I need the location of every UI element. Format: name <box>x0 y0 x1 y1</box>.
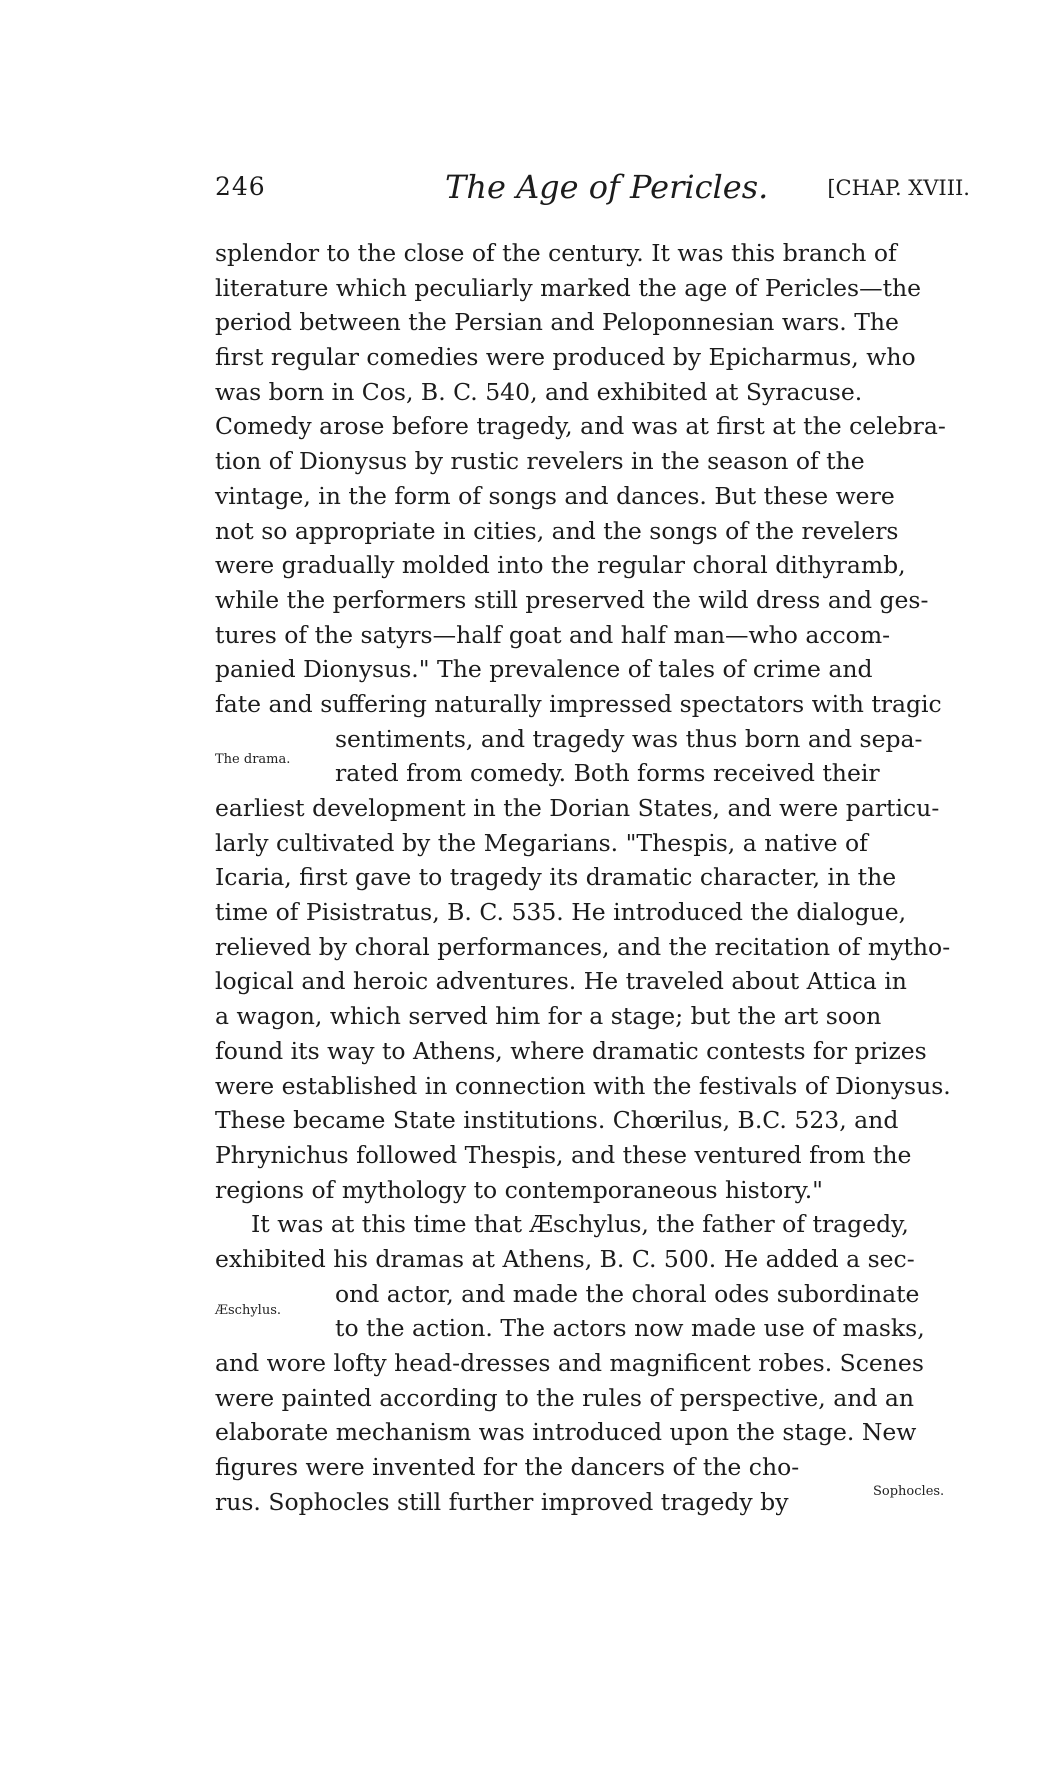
text-line: not so appropriate in cities, and the songs of the revelers <box>215 516 899 545</box>
text-line: sentiments, and tragedy was thus born and sepa- <box>335 724 923 753</box>
text-line: vintage, in the form of songs and dances. But these were <box>215 481 895 510</box>
text-line: Phrynichus followed Thespis, and these ventured from the <box>215 1140 912 1169</box>
text-line: literature which peculiarly marked the age of Pericles—the <box>215 273 922 302</box>
text-line: were established in connection with the festivals of Dionysus. <box>215 1071 951 1100</box>
sidenote-aeschylus: Æschylus. <box>215 1303 282 1318</box>
text-line: figures were invented for the dancers of the cho- <box>215 1453 800 1482</box>
text-line: tures of the satyrs—half goat and half man—who accom- <box>215 620 891 649</box>
text-line: elaborate mechanism was introduced upon the stage. New <box>215 1418 917 1447</box>
text-line: and wore lofty head-dresses and magnificent robes. Scenes <box>215 1349 924 1377</box>
page-number: 246 <box>215 172 266 201</box>
text-line: was born in Cos, B. C. 540, and exhibited at Syracuse. <box>215 377 863 406</box>
body-text <box>215 236 975 1519</box>
text-line: regions of mythology to contemporaneous history." <box>215 1175 823 1204</box>
text-line: ond actor, and made the choral odes subordinate <box>335 1279 920 1308</box>
text-line: to the action. The actors now made use of masks, <box>335 1314 925 1343</box>
text-line: splendor to the close of the century. It was this branch of <box>215 239 897 267</box>
text-line: a wagon, which served him for a stage; but the art soon <box>215 1002 882 1031</box>
text-line: tion of Dionysus by rustic revelers in the season of the <box>215 447 865 476</box>
text-line: while the performers still preserved the wild dress and ges- <box>215 585 929 614</box>
text-line: relieved by choral performances, and the recitation of mytho- <box>215 932 951 961</box>
sidenote-sophocles: Sophocles. <box>873 1484 945 1499</box>
text-line: panied Dionysus." The prevalence of tales of crime and <box>215 655 873 684</box>
text-line: fate and suffering naturally impressed spectators with tragic <box>215 689 942 718</box>
text-line: rated from comedy. Both forms received their <box>335 759 880 788</box>
text-line: It was at this time that Æschylus, the father of tragedy, <box>251 1210 909 1239</box>
text-line: earliest development in the Dorian States, and were particu- <box>215 794 940 822</box>
running-title: The Age of Pericles. <box>445 168 769 206</box>
text-line: logical and heroic adventures. He traveled about Attica in <box>215 967 907 996</box>
text-line: period between the Persian and Peloponnesian wars. The <box>215 308 899 337</box>
text-line: time of Pisistratus, B. C. 535. He introduced the dialogue, <box>215 898 907 927</box>
page-header <box>215 168 970 212</box>
text-line: rus. Sophocles still further improved tragedy by <box>215 1487 789 1516</box>
text-line: exhibited his dramas at Athens, B. C. 500. He added a sec- <box>215 1244 915 1273</box>
text-line: were gradually molded into the regular choral dithyramb, <box>215 551 906 580</box>
text-line: Icaria, first gave to tragedy its dramatic character, in the <box>215 863 897 892</box>
chapter-label: [CHAP. XVIII. <box>827 176 970 200</box>
sidenote-drama: The drama. <box>215 752 291 767</box>
text-line: were painted according to the rules of perspective, and an <box>215 1383 915 1412</box>
text-line: These became State institutions. Chœrilus, B.C. 523, and <box>215 1106 899 1135</box>
text-line: larly cultivated by the Megarians. "Thespis, a native of <box>215 828 868 857</box>
text-line: first regular comedies were produced by Epicharmus, who <box>215 343 916 372</box>
text-line: found its way to Athens, where dramatic contests for prizes <box>215 1036 927 1065</box>
text-line: Comedy arose before tragedy, and was at first at the celebra- <box>215 412 946 441</box>
